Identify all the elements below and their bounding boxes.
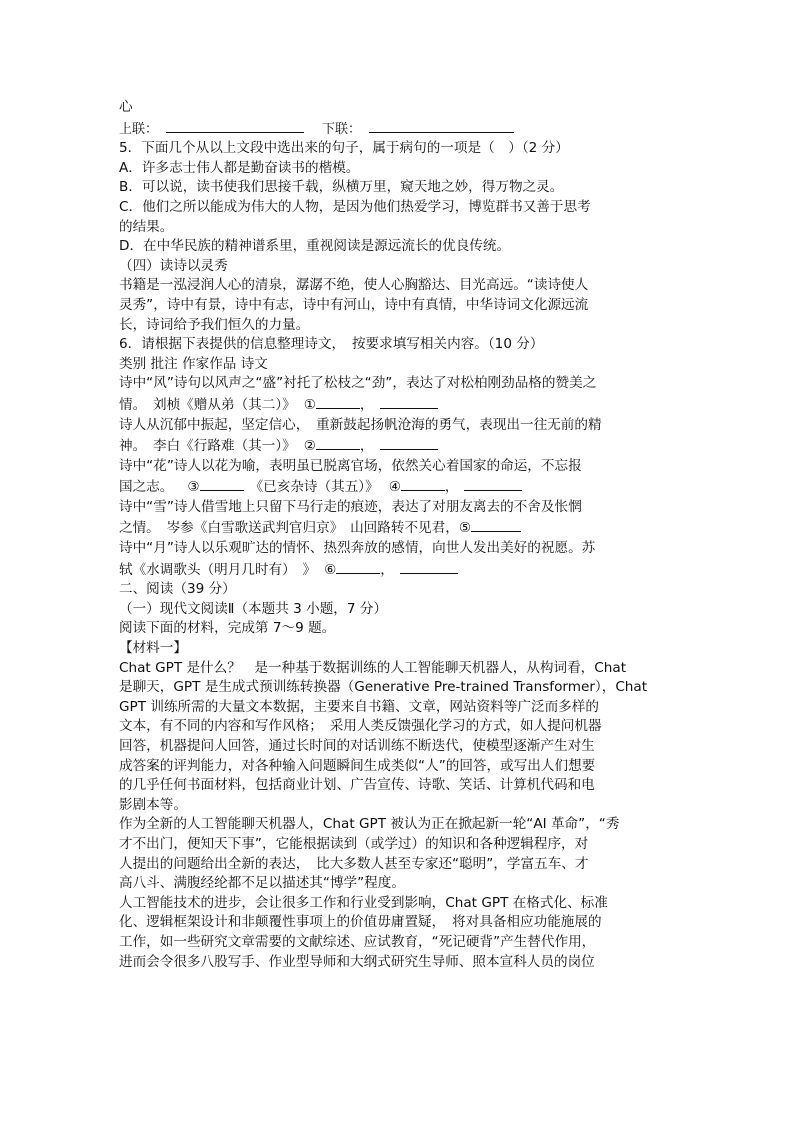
material-1-line: 成答案的评判能力，对各种输入问题瞬间生成类似“人”的回答，或写出人们想要 [119, 757, 596, 774]
blank-marker-6: ⑥ [324, 561, 337, 578]
lower-couplet-blank[interactable] [369, 118, 514, 133]
blank-marker-1: ① [303, 396, 316, 413]
blank-2b[interactable] [380, 435, 438, 450]
section-4-para-line3: 长，诗词给予我们恒久的力量。 [119, 316, 310, 333]
reading-instruction: 阅读下面的材料，完成第 7～9 题。 [119, 620, 336, 637]
material-1-line: GPT 训练所需的大量文本数据，主要来自书籍、文章，网站资料等广泛而多样的 [119, 698, 599, 715]
material-1-line: 影剧本等。 [119, 796, 187, 813]
section-4-para-line1: 书籍是一泓浸润人心的清泉，潺潺不绝，使人心胸豁达、目光高远。“读诗使人 [119, 277, 589, 294]
material-1-line: 是聊天，GPT 是生成式预训练转换器（Generative Pre-trained Transformer），Chat [119, 679, 648, 696]
q5-option-b: B．可以说，读书使我们思接千载，纵横万里，窥天地之妙，得万物之灵。 [119, 179, 564, 196]
q5-option-d: D．在中华民族的精神谱系里，重视阅读是源远流长的优良传统。 [119, 238, 511, 255]
q6-row4-line2: 之情。 岑参《白雪歌送武判官归京》 山回路转不见君，⑤ [119, 517, 679, 539]
material-1-para3-line: 进而会令很多八股写手、作业型导师和大纲式研究生导师、照本宣科人员的岗位 [119, 953, 595, 970]
document-page [119, 98, 679, 972]
section-4-para-line2: 灵秀”，诗中有景，诗中有志，诗中有河山，诗中有真情，中华诗词文化源远流 [119, 296, 589, 313]
q6-row2-line1: 诗人从沉郁中振起，坚定信心， 重新鼓起扬帆沧海的勇气，表现出一往无前的精 [119, 416, 602, 433]
blank-6b[interactable] [400, 559, 458, 574]
blank-1a[interactable] [316, 394, 360, 409]
blank-3[interactable] [200, 476, 244, 491]
q6-row4-line1: 诗中“雪”诗人借雪地上只留下马行走的痕迹，表达了对朋友离去的不舍及怅惘 [119, 498, 582, 515]
upper-couplet-label: 上联： [119, 121, 159, 137]
section-4-heading: （四）读诗以灵秀 [119, 257, 228, 274]
material-1-para2-line: 作为全新的人工智能聊天机器人，Chat GPT 被认为正在掀起新一轮“AI 革命”，“秀 [119, 816, 620, 833]
material-1-label: 【材料一】 [119, 640, 187, 657]
q6-row5-line1: 诗中“月”诗人以乐观旷达的情怀、热烈奔放的感情，向世人发出美好的祝愿。苏 [119, 540, 596, 557]
blank-4a[interactable] [401, 476, 445, 491]
q6-row5-line2: 轼《水调歌头（明月几时有） 》 ⑥ ， [119, 559, 679, 581]
q5-stem: 5．下面几个从以上文段中选出来的句子，属于病句的一项是（ ）（2 分） [119, 140, 569, 157]
q6-stem: 6．请根据下表提供的信息整理诗文， 按要求填写相关内容。（10 分） [119, 336, 544, 353]
material-1-para2-line: 才不出门，便知天下事”，它能根据读到（或学过）的知识和各种逻辑程序，对 [119, 835, 589, 852]
blank-4b[interactable] [464, 476, 522, 491]
lower-couplet-label: 下联： [322, 121, 362, 137]
material-1-para3-line: 化、逻辑框架设计和非颠覆性事项上的价值毋庸置疑， 将对具备相应功能施展的 [119, 914, 602, 931]
q6-row2-line2: 神。 李白《行路难（其一）》 ② ， [119, 435, 679, 457]
blank-marker-4: ④ [388, 479, 401, 496]
fragment-word: 心 [119, 99, 133, 115]
material-1-para2-line: 高八斗、满腹经纶都不足以描述其“博学”程度。 [119, 875, 405, 892]
material-1-line: Chat GPT 是什么？ 是一种基于数据训练的人工智能聊天机器人，从构词看，Chat [119, 659, 627, 676]
q6-row3-line1: 诗中“花”诗人以花为喻，表明虽已脱离官场，依然关心着国家的命运，不忘报 [119, 457, 582, 474]
blank-1b[interactable] [380, 394, 438, 409]
material-1-line: 的几乎任何书面材料，包括商业计划、广告宣传、诗歌、笑话、计算机代码和电 [119, 777, 595, 794]
q6-row3-line2: 国之志。 ③ 《已亥杂诗（其五）》 ④ ， [119, 476, 679, 498]
part-2-subheading: （一）现代文阅读Ⅱ（本题共 3 小题，7 分） [119, 600, 388, 617]
blank-2a[interactable] [316, 435, 360, 450]
q5-option-c-line2: 的结果。 [119, 218, 174, 235]
q6-row1-line2: 情。 刘桢《赠从弟（其二）》 ① ， [119, 394, 679, 416]
q6-row1-line1: 诗中“风”诗句以风声之“盛”衬托了松枝之“劲”，表达了对松柏刚劲品格的赞美之 [119, 375, 597, 392]
material-1-para3-line: 工作，如一些研究文章需要的文献综述、应试教育，“死记硬背”产生替代作用， [119, 933, 596, 950]
material-1-para2-line: 人提出的问题给出全新的表达， 比大多数人甚至专家还“聪明”，学富五车、才 [119, 855, 589, 872]
material-1-line: 文本，有不同的内容和写作风格； 采用人类反馈强化学习的方式，如人提问机器 [119, 718, 602, 735]
couplet-line [119, 118, 679, 140]
blank-marker-2: ② [303, 438, 316, 455]
part-2-heading: 二、阅读（39 分） [119, 581, 236, 598]
q5-option-a: A．许多志士伟人都是勤奋读书的楷模。 [119, 159, 360, 176]
blank-5[interactable] [471, 517, 521, 532]
blank-marker-5: ⑤ [458, 520, 472, 537]
blank-marker-3: ③ [187, 479, 200, 496]
material-1-line: 回答，机器提问人回答，通过长时间的对话训练不断迭代，使模型逐渐产生对生 [119, 738, 595, 754]
blank-6a[interactable] [336, 559, 380, 574]
q5-option-c-line1: C．他们之所以能成为伟大的人物，是因为他们热爱学习，博览群书又善于思考 [119, 198, 591, 215]
material-1-para3-line: 人工智能技术的进步，会让很多工作和行业受到影响，Chat GPT 在格式化、标准 [119, 894, 608, 911]
q6-table-headers: 类别 批注 作家作品 诗文 [119, 355, 268, 372]
upper-couplet-blank[interactable] [166, 118, 304, 133]
